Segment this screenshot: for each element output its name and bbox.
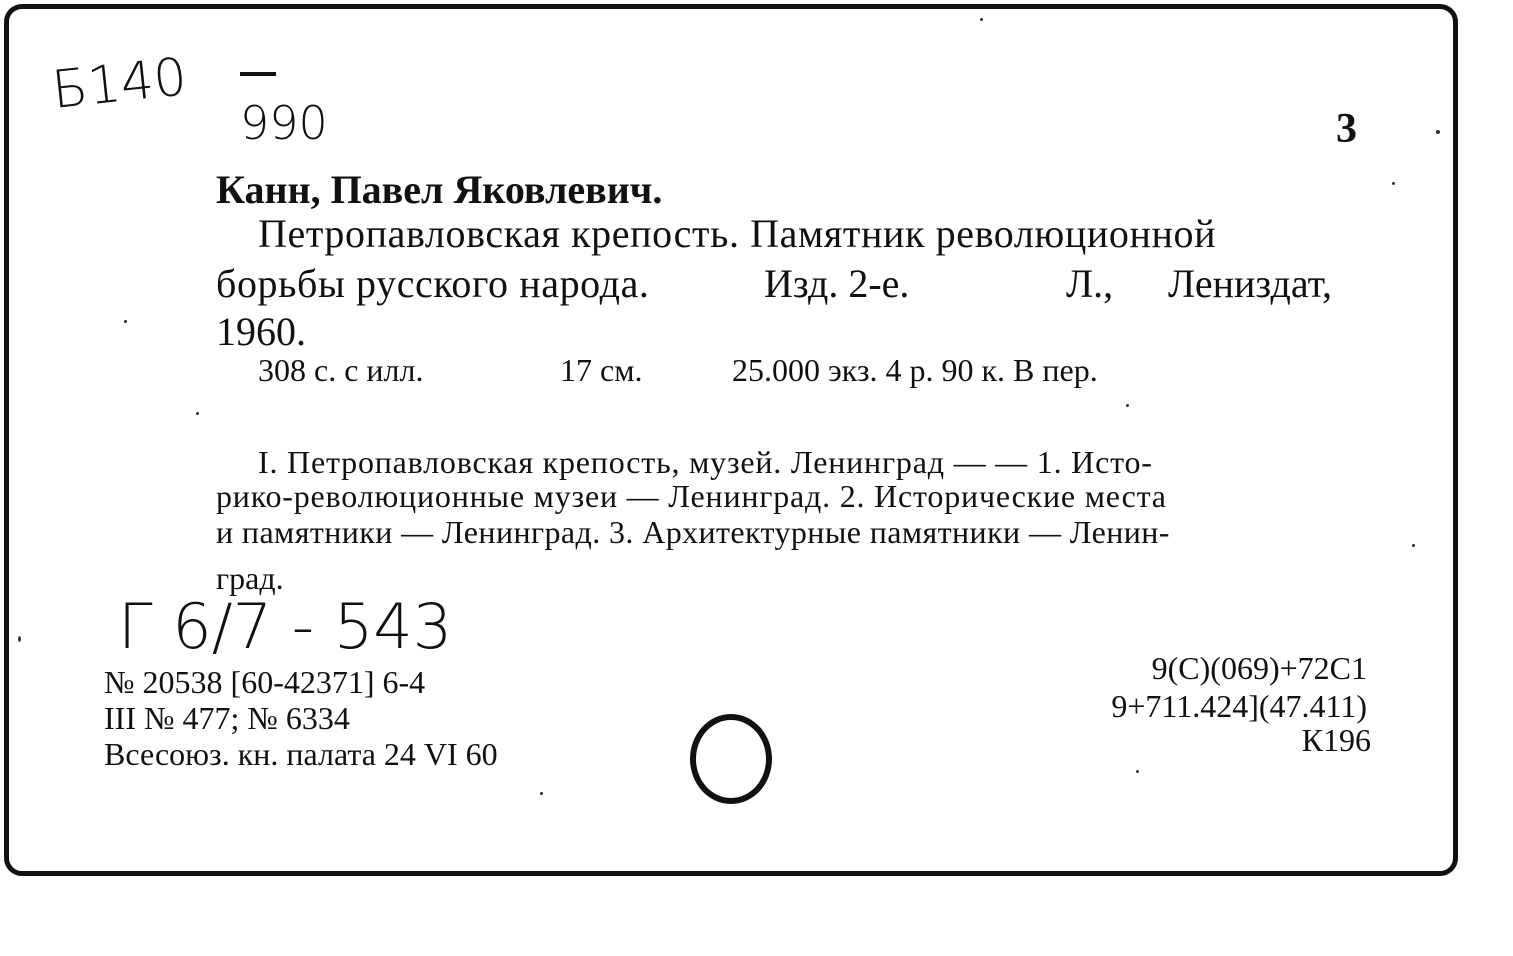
subjects-line-1: I. Петропавловская крепость, музей. Ленинград — — 1. Исто- bbox=[258, 444, 1153, 480]
classification-line-2: 9+711.424](47.411) bbox=[1111, 688, 1367, 724]
title-line-1: Петропавловская крепость. Памятник революционной bbox=[258, 211, 1217, 256]
registry-line-3: Всесоюз. кн. палата 24 VI 60 bbox=[104, 736, 498, 772]
handwritten-inventory-number: Г 6/7 - 543 bbox=[118, 590, 453, 663]
edition: Изд. 2-е. bbox=[764, 261, 910, 306]
registry-line-2: III № 477; № 6334 bbox=[104, 700, 350, 736]
subjects-line-4: град. bbox=[216, 560, 284, 596]
title-line-2: борьбы русского народа. bbox=[216, 261, 650, 306]
scan-speck bbox=[1412, 544, 1415, 547]
handwritten-fraction-line bbox=[240, 72, 276, 76]
subjects-line-3: и памятники — Ленинград. 3. Архитектурные памятники — Ленин- bbox=[216, 514, 1170, 550]
publisher: Лениздат, bbox=[1168, 261, 1333, 306]
year: 1960. bbox=[216, 309, 306, 354]
print-run-price: 25.000 экз. 4 р. 90 к. В пер. bbox=[732, 352, 1098, 388]
scan-speck bbox=[1126, 404, 1129, 407]
classification-line-1: 9(С)(069)+72С1 bbox=[1151, 650, 1367, 686]
scan-speck bbox=[196, 412, 199, 415]
scan-speck bbox=[1436, 130, 1440, 134]
scan-speck bbox=[540, 792, 543, 795]
scan-speck bbox=[1392, 182, 1395, 185]
scan-speck bbox=[980, 18, 983, 21]
author-heading: Канн, Павел Яковлевич. bbox=[216, 167, 663, 212]
size: 17 см. bbox=[560, 352, 643, 388]
punch-hole bbox=[690, 714, 772, 804]
scan-speck bbox=[18, 636, 21, 642]
subjects-line-2: рико-революционные музеи — Ленинград. 2. Исторические места bbox=[216, 478, 1167, 514]
handwritten-shelf-mark: Б140 bbox=[49, 47, 190, 121]
place: Л., bbox=[1066, 261, 1114, 306]
scan-speck bbox=[1136, 770, 1139, 773]
registry-line-1: № 20538 [60-42371] 6-4 bbox=[104, 664, 426, 700]
scan-speck bbox=[124, 320, 127, 323]
handwritten-number: 990 bbox=[240, 96, 328, 150]
card-number: 3 bbox=[1336, 106, 1357, 152]
classification-line-3: К196 bbox=[1301, 722, 1371, 758]
pages: 308 с. с илл. bbox=[258, 352, 424, 388]
